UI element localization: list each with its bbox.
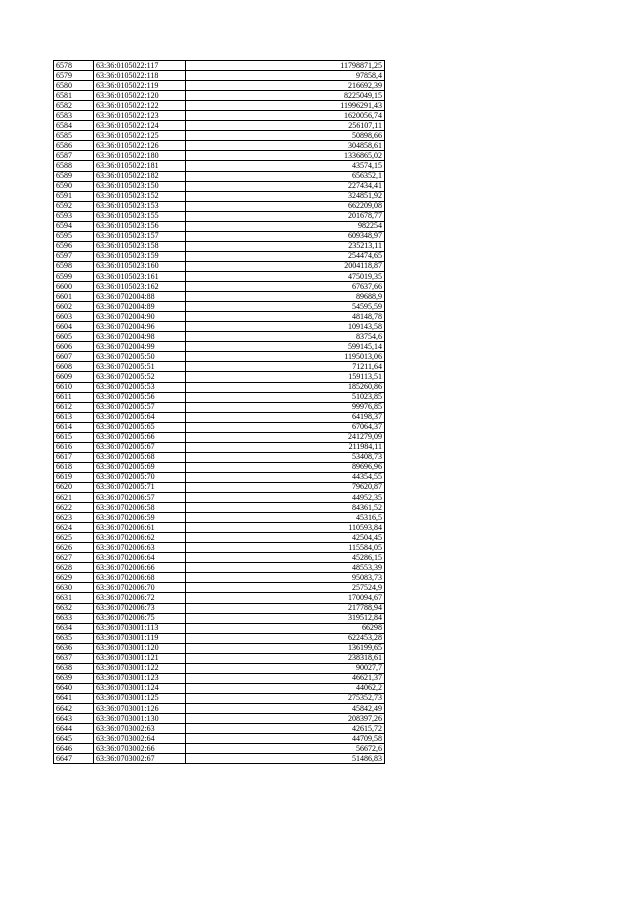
row-number-cell: 6635 [54, 633, 94, 643]
row-number-cell: 6641 [54, 693, 94, 703]
value-cell: 159113,51 [186, 372, 385, 382]
cadastral-number-cell: 63:36:0105023:152 [94, 191, 186, 201]
cadastral-number-cell: 63:36:0105022:117 [94, 61, 186, 71]
table-body [54, 61, 385, 764]
table-row [54, 442, 385, 452]
table-row [54, 171, 385, 181]
value-cell: 67637,66 [186, 282, 385, 292]
table-row [54, 382, 385, 392]
row-number-cell: 6623 [54, 513, 94, 523]
cadastral-number-cell: 63:36:0105023:162 [94, 282, 186, 292]
row-number-cell: 6595 [54, 231, 94, 241]
row-number-cell: 6636 [54, 643, 94, 653]
cadastral-number-cell: 63:36:0702006:57 [94, 493, 186, 503]
value-cell: 46621,37 [186, 673, 385, 683]
table-row [54, 161, 385, 171]
cadastral-number-cell: 63:36:0702005:51 [94, 362, 186, 372]
table-row [54, 462, 385, 472]
cadastral-number-cell: 63:36:0105022:123 [94, 111, 186, 121]
cadastral-number-cell: 63:36:0105022:125 [94, 131, 186, 141]
cadastral-number-cell: 63:36:0702005:66 [94, 432, 186, 442]
row-number-cell: 6643 [54, 714, 94, 724]
table-row [54, 101, 385, 111]
row-number-cell: 6647 [54, 754, 94, 764]
value-cell: 982254 [186, 221, 385, 231]
row-number-cell: 6645 [54, 734, 94, 744]
cadastral-number-cell: 63:36:0105023:160 [94, 261, 186, 271]
cadastral-number-cell: 63:36:0703002:66 [94, 744, 186, 754]
cadastral-number-cell: 63:36:0703001:125 [94, 693, 186, 703]
value-cell: 2004118,87 [186, 261, 385, 271]
table-row [54, 251, 385, 261]
table-row [54, 312, 385, 322]
value-cell: 227434,41 [186, 181, 385, 191]
row-number-cell: 6639 [54, 673, 94, 683]
row-number-cell: 6592 [54, 201, 94, 211]
cadastral-number-cell: 63:36:0702006:68 [94, 573, 186, 583]
cadastral-number-cell: 63:36:0702006:64 [94, 553, 186, 563]
value-cell: 89696,96 [186, 462, 385, 472]
cadastral-number-cell: 63:36:0105023:156 [94, 221, 186, 231]
cadastral-number-cell: 63:36:0105023:158 [94, 241, 186, 251]
row-number-cell: 6614 [54, 422, 94, 432]
value-cell: 51023,85 [186, 392, 385, 402]
table-row [54, 482, 385, 492]
row-number-cell: 6624 [54, 523, 94, 533]
table-row [54, 603, 385, 613]
row-number-cell: 6619 [54, 472, 94, 482]
cadastral-number-cell: 63:36:0702005:50 [94, 352, 186, 362]
row-number-cell: 6594 [54, 221, 94, 231]
table-row [54, 261, 385, 271]
value-cell: 599145,14 [186, 342, 385, 352]
row-number-cell: 6578 [54, 61, 94, 71]
row-number-cell: 6631 [54, 593, 94, 603]
table-row [54, 432, 385, 442]
value-cell: 97858,4 [186, 71, 385, 81]
table-row [54, 553, 385, 563]
row-number-cell: 6612 [54, 402, 94, 412]
cadastral-number-cell: 63:36:0105023:150 [94, 181, 186, 191]
cadastral-number-cell: 63:36:0703002:63 [94, 724, 186, 734]
table-row [54, 342, 385, 352]
cadastral-number-cell: 63:36:0702004:96 [94, 322, 186, 332]
cadastral-number-cell: 63:36:0105022:181 [94, 161, 186, 171]
value-cell: 609348,97 [186, 231, 385, 241]
row-number-cell: 6628 [54, 563, 94, 573]
table-row [54, 563, 385, 573]
cadastral-number-cell: 63:36:0105022:120 [94, 91, 186, 101]
table-row [54, 472, 385, 482]
value-cell: 1620056,74 [186, 111, 385, 121]
row-number-cell: 6608 [54, 362, 94, 372]
cadastral-number-cell: 63:36:0702005:56 [94, 392, 186, 402]
value-cell: 66298 [186, 623, 385, 633]
row-number-cell: 6606 [54, 342, 94, 352]
value-cell: 656352,1 [186, 171, 385, 181]
table-row [54, 653, 385, 663]
row-number-cell: 6585 [54, 131, 94, 141]
row-number-cell: 6587 [54, 151, 94, 161]
table-row [54, 422, 385, 432]
value-cell: 170094,67 [186, 593, 385, 603]
row-number-cell: 6618 [54, 462, 94, 472]
row-number-cell: 6637 [54, 653, 94, 663]
value-cell: 56672,6 [186, 744, 385, 754]
row-number-cell: 6611 [54, 392, 94, 402]
cadastral-number-cell: 63:36:0105022:126 [94, 141, 186, 151]
table-row [54, 493, 385, 503]
value-cell: 54595,59 [186, 302, 385, 312]
value-cell: 235213,11 [186, 241, 385, 251]
table-row [54, 151, 385, 161]
row-number-cell: 6596 [54, 241, 94, 251]
value-cell: 53408,73 [186, 452, 385, 462]
cadastral-number-cell: 63:36:0105023:155 [94, 211, 186, 221]
cadastral-number-cell: 63:36:0702006:66 [94, 563, 186, 573]
value-cell: 48553,39 [186, 563, 385, 573]
row-number-cell: 6599 [54, 271, 94, 281]
table-row [54, 734, 385, 744]
row-number-cell: 6588 [54, 161, 94, 171]
cadastral-number-cell: 63:36:0703001:120 [94, 643, 186, 653]
table-row [54, 141, 385, 151]
table-row [54, 744, 385, 754]
row-number-cell: 6603 [54, 312, 94, 322]
cadastral-number-cell: 63:36:0702005:70 [94, 472, 186, 482]
cadastral-number-cell: 63:36:0703001:126 [94, 704, 186, 714]
table-row [54, 754, 385, 764]
value-cell: 42615,72 [186, 724, 385, 734]
row-number-cell: 6633 [54, 613, 94, 623]
cadastral-number-cell: 63:36:0105022:122 [94, 101, 186, 111]
row-number-cell: 6593 [54, 211, 94, 221]
table-row [54, 191, 385, 201]
cadastral-number-cell: 63:36:0703002:67 [94, 754, 186, 764]
value-cell: 256107,11 [186, 121, 385, 131]
row-number-cell: 6591 [54, 191, 94, 201]
cadastral-number-cell: 63:36:0702006:61 [94, 523, 186, 533]
row-number-cell: 6600 [54, 282, 94, 292]
value-cell: 89688,9 [186, 292, 385, 302]
cadastral-number-cell: 63:36:0702005:69 [94, 462, 186, 472]
value-cell: 201678,77 [186, 211, 385, 221]
value-cell: 185260,86 [186, 382, 385, 392]
value-cell: 475019,35 [186, 271, 385, 281]
table-row [54, 231, 385, 241]
row-number-cell: 6638 [54, 663, 94, 673]
cadastral-number-cell: 63:36:0105023:157 [94, 231, 186, 241]
value-cell: 44952,35 [186, 493, 385, 503]
value-cell: 11996291,43 [186, 101, 385, 111]
value-cell: 44709,58 [186, 734, 385, 744]
value-cell: 48148,78 [186, 312, 385, 322]
cadastral-number-cell: 63:36:0702006:75 [94, 613, 186, 623]
row-number-cell: 6597 [54, 251, 94, 261]
value-cell: 1336865,02 [186, 151, 385, 161]
table-row [54, 292, 385, 302]
table-row [54, 704, 385, 714]
value-cell: 1195013,06 [186, 352, 385, 362]
table-row [54, 332, 385, 342]
value-cell: 67064,37 [186, 422, 385, 432]
table-row [54, 412, 385, 422]
row-number-cell: 6613 [54, 412, 94, 422]
row-number-cell: 6583 [54, 111, 94, 121]
table-row [54, 513, 385, 523]
value-cell: 662209,08 [186, 201, 385, 211]
cadastral-number-cell: 63:36:0703002:64 [94, 734, 186, 744]
row-number-cell: 6607 [54, 352, 94, 362]
row-number-cell: 6644 [54, 724, 94, 734]
value-cell: 241279,09 [186, 432, 385, 442]
row-number-cell: 6582 [54, 101, 94, 111]
row-number-cell: 6622 [54, 503, 94, 513]
row-number-cell: 6609 [54, 372, 94, 382]
value-cell: 275352,73 [186, 693, 385, 703]
table-row [54, 352, 385, 362]
row-number-cell: 6580 [54, 81, 94, 91]
value-cell: 90027,7 [186, 663, 385, 673]
value-cell: 109143,58 [186, 322, 385, 332]
table-row [54, 91, 385, 101]
cadastral-number-cell: 63:36:0105022:119 [94, 81, 186, 91]
cadastral-number-cell: 63:36:0702005:52 [94, 372, 186, 382]
cadastral-number-cell: 63:36:0702005:64 [94, 412, 186, 422]
row-number-cell: 6621 [54, 493, 94, 503]
cadastral-number-cell: 63:36:0703001:119 [94, 633, 186, 643]
table-row [54, 131, 385, 141]
row-number-cell: 6586 [54, 141, 94, 151]
row-number-cell: 6590 [54, 181, 94, 191]
value-cell: 51486,83 [186, 754, 385, 764]
cadastral-number-cell: 63:36:0105022:118 [94, 71, 186, 81]
table-row [54, 583, 385, 593]
row-number-cell: 6615 [54, 432, 94, 442]
cadastral-number-cell: 63:36:0703001:113 [94, 623, 186, 633]
cadastral-number-cell: 63:36:0703001:130 [94, 714, 186, 724]
table-row [54, 201, 385, 211]
table-row [54, 221, 385, 231]
value-cell: 115584,05 [186, 543, 385, 553]
cadastral-number-cell: 63:36:0702005:53 [94, 382, 186, 392]
table-row [54, 81, 385, 91]
cadastral-number-cell: 63:36:0702005:68 [94, 452, 186, 462]
value-cell: 304858,61 [186, 141, 385, 151]
table-row [54, 593, 385, 603]
row-number-cell: 6616 [54, 442, 94, 452]
value-cell: 136199,65 [186, 643, 385, 653]
table-row [54, 402, 385, 412]
row-number-cell: 6598 [54, 261, 94, 271]
table-row [54, 573, 385, 583]
cadastral-number-cell: 63:36:0105023:153 [94, 201, 186, 211]
row-number-cell: 6646 [54, 744, 94, 754]
table-row [54, 211, 385, 221]
value-cell: 99976,85 [186, 402, 385, 412]
table-row [54, 633, 385, 643]
row-number-cell: 6629 [54, 573, 94, 583]
table-row [54, 61, 385, 71]
value-cell: 44354,55 [186, 472, 385, 482]
value-cell: 84361,52 [186, 503, 385, 513]
row-number-cell: 6617 [54, 452, 94, 462]
value-cell: 83754,6 [186, 332, 385, 342]
row-number-cell: 6601 [54, 292, 94, 302]
cadastral-number-cell: 63:36:0702004:98 [94, 332, 186, 342]
value-cell: 11798871,25 [186, 61, 385, 71]
table-row [54, 663, 385, 673]
table-row [54, 121, 385, 131]
table-row [54, 724, 385, 734]
row-number-cell: 6589 [54, 171, 94, 181]
cadastral-number-cell: 63:36:0105023:159 [94, 251, 186, 261]
row-number-cell: 6642 [54, 704, 94, 714]
value-cell: 79620,87 [186, 482, 385, 492]
table-row [54, 111, 385, 121]
table-row [54, 503, 385, 513]
row-number-cell: 6625 [54, 533, 94, 543]
row-number-cell: 6630 [54, 583, 94, 593]
row-number-cell: 6581 [54, 91, 94, 101]
cadastral-number-cell: 63:36:0105023:161 [94, 271, 186, 281]
cadastral-number-cell: 63:36:0703001:123 [94, 673, 186, 683]
cadastral-number-cell: 63:36:0703001:124 [94, 683, 186, 693]
table-row [54, 372, 385, 382]
table-row [54, 452, 385, 462]
value-cell: 45316,5 [186, 513, 385, 523]
table-row [54, 533, 385, 543]
table-row [54, 683, 385, 693]
parcel-value-table [53, 60, 385, 764]
row-number-cell: 6604 [54, 322, 94, 332]
table-row [54, 181, 385, 191]
cadastral-number-cell: 63:36:0702006:59 [94, 513, 186, 523]
table-row [54, 673, 385, 683]
value-cell: 8225049,15 [186, 91, 385, 101]
cadastral-number-cell: 63:36:0702006:58 [94, 503, 186, 513]
value-cell: 211984,11 [186, 442, 385, 452]
row-number-cell: 6605 [54, 332, 94, 342]
cadastral-number-cell: 63:36:0702006:70 [94, 583, 186, 593]
cadastral-number-cell: 63:36:0702005:67 [94, 442, 186, 452]
cadastral-number-cell: 63:36:0703001:121 [94, 653, 186, 663]
row-number-cell: 6602 [54, 302, 94, 312]
cadastral-number-cell: 63:36:0105022:180 [94, 151, 186, 161]
cadastral-number-cell: 63:36:0703001:122 [94, 663, 186, 673]
table-row [54, 623, 385, 633]
cadastral-number-cell: 63:36:0702005:57 [94, 402, 186, 412]
cadastral-number-cell: 63:36:0702004:88 [94, 292, 186, 302]
value-cell: 50898,66 [186, 131, 385, 141]
table-row [54, 362, 385, 372]
value-cell: 324851,92 [186, 191, 385, 201]
cadastral-number-cell: 63:36:0702005:71 [94, 482, 186, 492]
row-number-cell: 6579 [54, 71, 94, 81]
table-row [54, 693, 385, 703]
table-row [54, 613, 385, 623]
value-cell: 257524,9 [186, 583, 385, 593]
table-row [54, 71, 385, 81]
value-cell: 217788,94 [186, 603, 385, 613]
value-cell: 64198,37 [186, 412, 385, 422]
row-number-cell: 6640 [54, 683, 94, 693]
table-row [54, 523, 385, 533]
value-cell: 319512,84 [186, 613, 385, 623]
table-row [54, 714, 385, 724]
cadastral-number-cell: 63:36:0105022:182 [94, 171, 186, 181]
row-number-cell: 6634 [54, 623, 94, 633]
cadastral-number-cell: 63:36:0702004:89 [94, 302, 186, 312]
table-row [54, 322, 385, 332]
value-cell: 95083,73 [186, 573, 385, 583]
table-row [54, 643, 385, 653]
parcel-table-container [53, 60, 385, 764]
table-row [54, 282, 385, 292]
cadastral-number-cell: 63:36:0702004:99 [94, 342, 186, 352]
value-cell: 216692,39 [186, 81, 385, 91]
row-number-cell: 6626 [54, 543, 94, 553]
cadastral-number-cell: 63:36:0105022:124 [94, 121, 186, 131]
table-row [54, 271, 385, 281]
value-cell: 44062,2 [186, 683, 385, 693]
row-number-cell: 6610 [54, 382, 94, 392]
cadastral-number-cell: 63:36:0702006:63 [94, 543, 186, 553]
value-cell: 254474,65 [186, 251, 385, 261]
table-row [54, 241, 385, 251]
value-cell: 42504,45 [186, 533, 385, 543]
cadastral-number-cell: 63:36:0702006:72 [94, 593, 186, 603]
row-number-cell: 6627 [54, 553, 94, 563]
row-number-cell: 6584 [54, 121, 94, 131]
cadastral-number-cell: 63:36:0702004:90 [94, 312, 186, 322]
row-number-cell: 6620 [54, 482, 94, 492]
cadastral-number-cell: 63:36:0702006:62 [94, 533, 186, 543]
table-row [54, 543, 385, 553]
value-cell: 45842,49 [186, 704, 385, 714]
table-row [54, 302, 385, 312]
table-row [54, 392, 385, 402]
value-cell: 208397,26 [186, 714, 385, 724]
value-cell: 238318,61 [186, 653, 385, 663]
cadastral-number-cell: 63:36:0702005:65 [94, 422, 186, 432]
value-cell: 71211,64 [186, 362, 385, 372]
row-number-cell: 6632 [54, 603, 94, 613]
value-cell: 622453,28 [186, 633, 385, 643]
value-cell: 43574,15 [186, 161, 385, 171]
cadastral-number-cell: 63:36:0702006:73 [94, 603, 186, 613]
value-cell: 45286,15 [186, 553, 385, 563]
value-cell: 110593,84 [186, 523, 385, 533]
